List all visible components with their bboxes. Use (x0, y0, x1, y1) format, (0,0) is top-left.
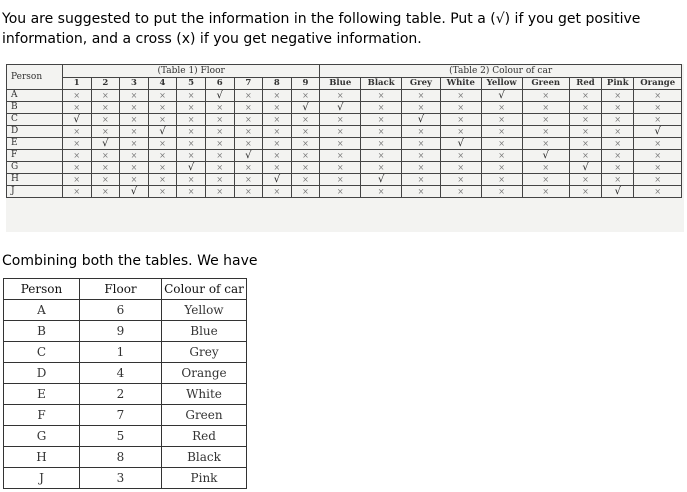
result-cell: J (4, 468, 80, 489)
grid-row (7, 126, 682, 138)
cross-mark: × (291, 162, 320, 174)
result-cell: 9 (80, 321, 162, 342)
grid-person-cell: C (7, 114, 63, 126)
cross-mark: × (402, 138, 441, 150)
result-cell: 7 (80, 405, 162, 426)
cross-mark: × (320, 150, 361, 162)
cross-mark: × (263, 138, 292, 150)
cross-mark: × (440, 126, 481, 138)
grid-floor-header: 7 (234, 78, 263, 90)
cross-mark: × (148, 186, 177, 198)
result-header-cell: Colour of car (162, 279, 247, 300)
cross-mark: × (205, 174, 234, 186)
tick-mark: √ (481, 90, 522, 102)
result-cell: C (4, 342, 80, 363)
cross-mark: × (361, 186, 402, 198)
cross-mark: × (234, 90, 263, 102)
grid-row (7, 186, 682, 198)
grid-row (7, 150, 682, 162)
cross-mark: × (62, 102, 91, 114)
cross-mark: × (481, 174, 522, 186)
cross-mark: × (402, 102, 441, 114)
cross-mark: × (120, 174, 149, 186)
cross-mark: × (320, 90, 361, 102)
grid-floor-header: 3 (120, 78, 149, 90)
grid-row (7, 102, 682, 114)
result-row (4, 342, 247, 363)
result-cell: H (4, 447, 80, 468)
grid-person-cell: E (7, 138, 63, 150)
tick-mark: √ (522, 150, 569, 162)
cross-mark: × (320, 114, 361, 126)
cross-mark: × (634, 138, 682, 150)
cross-mark: × (148, 102, 177, 114)
tick-mark: √ (62, 114, 91, 126)
cross-mark: × (602, 174, 634, 186)
cross-mark: × (602, 102, 634, 114)
result-cell: Orange (162, 363, 247, 384)
cross-mark: × (120, 138, 149, 150)
cross-mark: × (263, 114, 292, 126)
cross-mark: × (291, 90, 320, 102)
cross-mark: × (361, 102, 402, 114)
result-row (4, 300, 247, 321)
cross-mark: × (634, 162, 682, 174)
cross-mark: × (569, 186, 601, 198)
cross-mark: × (205, 186, 234, 198)
cross-mark: × (120, 162, 149, 174)
tick-mark: √ (234, 150, 263, 162)
result-row (4, 447, 247, 468)
result-cell: 1 (80, 342, 162, 363)
grid-floor-header: 9 (291, 78, 320, 90)
grid-colour-header: Yellow (481, 78, 522, 90)
cross-mark: × (120, 114, 149, 126)
grid-floor-title: (Table 1) Floor (62, 65, 319, 78)
cross-mark: × (402, 174, 441, 186)
cross-mark: × (291, 126, 320, 138)
cross-mark: × (91, 114, 120, 126)
grid-person-cell: F (7, 150, 63, 162)
cross-mark: × (205, 102, 234, 114)
result-cell: G (4, 426, 80, 447)
result-cell: D (4, 363, 80, 384)
cross-mark: × (634, 102, 682, 114)
cross-mark: × (522, 138, 569, 150)
cross-mark: × (602, 150, 634, 162)
result-cell: Yellow (162, 300, 247, 321)
cross-mark: × (440, 162, 481, 174)
cross-mark: × (177, 102, 206, 114)
result-row (4, 363, 247, 384)
cross-mark: × (234, 174, 263, 186)
cross-mark: × (291, 186, 320, 198)
result-cell: A (4, 300, 80, 321)
cross-mark: × (263, 126, 292, 138)
cross-mark: × (522, 162, 569, 174)
cross-mark: × (91, 150, 120, 162)
result-cell: Black (162, 447, 247, 468)
cross-mark: × (263, 186, 292, 198)
result-row (4, 384, 247, 405)
cross-mark: × (440, 102, 481, 114)
cross-mark: × (602, 90, 634, 102)
cross-mark: × (291, 174, 320, 186)
grid-colour-header: Blue (320, 78, 361, 90)
cross-mark: × (402, 126, 441, 138)
cross-mark: × (602, 126, 634, 138)
grid-row (7, 90, 682, 102)
result-cell: Blue (162, 321, 247, 342)
grid-person-cell: G (7, 162, 63, 174)
result-cell: 6 (80, 300, 162, 321)
tick-mark: √ (120, 186, 149, 198)
cross-mark: × (569, 90, 601, 102)
result-cell: Grey (162, 342, 247, 363)
cross-mark: × (634, 90, 682, 102)
cross-mark: × (481, 186, 522, 198)
cross-mark: × (569, 102, 601, 114)
cross-mark: × (569, 126, 601, 138)
cross-mark: × (62, 174, 91, 186)
tick-mark: √ (291, 102, 320, 114)
grid-subheader-row (7, 78, 682, 90)
cross-mark: × (91, 126, 120, 138)
cross-mark: × (205, 150, 234, 162)
cross-mark: × (205, 126, 234, 138)
tick-mark: √ (320, 102, 361, 114)
cross-mark: × (481, 102, 522, 114)
cross-mark: × (148, 138, 177, 150)
tick-mark: √ (602, 186, 634, 198)
grid-floor-header: 2 (91, 78, 120, 90)
grid-colour-header: Black (361, 78, 402, 90)
cross-mark: × (205, 162, 234, 174)
cross-mark: × (569, 150, 601, 162)
cross-mark: × (62, 186, 91, 198)
tick-mark: √ (402, 114, 441, 126)
tick-mark: √ (440, 138, 481, 150)
result-cell: Green (162, 405, 247, 426)
cross-mark: × (91, 186, 120, 198)
cross-mark: × (481, 162, 522, 174)
cross-mark: × (569, 174, 601, 186)
cross-mark: × (62, 138, 91, 150)
tick-mark: √ (634, 126, 682, 138)
cross-mark: × (440, 90, 481, 102)
cross-mark: × (91, 102, 120, 114)
cross-mark: × (234, 102, 263, 114)
result-cell: 5 (80, 426, 162, 447)
grid-person-cell: B (7, 102, 63, 114)
cross-mark: × (91, 174, 120, 186)
cross-mark: × (522, 102, 569, 114)
cross-mark: × (148, 162, 177, 174)
result-cell: B (4, 321, 80, 342)
cross-mark: × (569, 114, 601, 126)
cross-mark: × (177, 114, 206, 126)
cross-mark: × (291, 114, 320, 126)
grid-colour-title: (Table 2) Colour of car (320, 65, 682, 78)
cross-mark: × (320, 174, 361, 186)
result-cell: 3 (80, 468, 162, 489)
instructions-text: You are suggested to put the information in the following table. Put a (√) if you get positive information, and a cross (x) if you get negative information. (2, 11, 641, 47)
cross-mark: × (91, 162, 120, 174)
grid-floor-header: 5 (177, 78, 206, 90)
cross-mark: × (177, 174, 206, 186)
floor-colour-grid (6, 64, 682, 198)
grid-person-cell: H (7, 174, 63, 186)
cross-mark: × (361, 126, 402, 138)
grid-row (7, 174, 682, 186)
tick-mark: √ (177, 162, 206, 174)
tick-mark: √ (569, 162, 601, 174)
cross-mark: × (177, 150, 206, 162)
grid-colour-header: Grey (402, 78, 441, 90)
cross-mark: × (634, 114, 682, 126)
result-cell: White (162, 384, 247, 405)
grid-row (7, 114, 682, 126)
cross-mark: × (62, 150, 91, 162)
cross-mark: × (320, 126, 361, 138)
cross-mark: × (263, 162, 292, 174)
result-cell: 8 (80, 447, 162, 468)
cross-mark: × (602, 138, 634, 150)
cross-mark: × (522, 186, 569, 198)
grid-floor-header: 6 (205, 78, 234, 90)
cross-mark: × (120, 102, 149, 114)
cross-mark: × (440, 174, 481, 186)
cross-mark: × (263, 102, 292, 114)
cross-mark: × (481, 114, 522, 126)
cross-mark: × (602, 114, 634, 126)
cross-mark: × (440, 114, 481, 126)
grid-row (7, 162, 682, 174)
cross-mark: × (361, 90, 402, 102)
cross-mark: × (634, 174, 682, 186)
cross-mark: × (91, 90, 120, 102)
cross-mark: × (602, 162, 634, 174)
cross-mark: × (62, 126, 91, 138)
cross-mark: × (263, 90, 292, 102)
cross-mark: × (634, 186, 682, 198)
cross-mark: × (62, 162, 91, 174)
tick-mark: √ (361, 174, 402, 186)
result-cell: Red (162, 426, 247, 447)
result-row (4, 405, 247, 426)
cross-mark: × (120, 150, 149, 162)
cross-mark: × (205, 114, 234, 126)
grid-floor-header: 8 (263, 78, 292, 90)
cross-mark: × (148, 150, 177, 162)
cross-mark: × (234, 114, 263, 126)
cross-mark: × (120, 90, 149, 102)
result-cell: F (4, 405, 80, 426)
grid-colour-header: Orange (634, 78, 682, 90)
grid-colour-header: Pink (602, 78, 634, 90)
grid-person-cell: J (7, 186, 63, 198)
cross-mark: × (320, 186, 361, 198)
cross-mark: × (148, 114, 177, 126)
result-cell: Pink (162, 468, 247, 489)
cross-mark: × (62, 90, 91, 102)
grid-row (7, 138, 682, 150)
grid-floor-header: 1 (62, 78, 91, 90)
cross-mark: × (234, 162, 263, 174)
cross-mark: × (291, 138, 320, 150)
cross-mark: × (481, 138, 522, 150)
tick-mark: √ (205, 90, 234, 102)
cross-mark: × (361, 114, 402, 126)
cross-mark: × (440, 186, 481, 198)
cross-mark: × (569, 138, 601, 150)
cross-mark: × (320, 162, 361, 174)
cross-mark: × (361, 150, 402, 162)
result-row (4, 468, 247, 489)
cross-mark: × (148, 90, 177, 102)
cross-mark: × (402, 90, 441, 102)
cross-mark: × (148, 174, 177, 186)
cross-mark: × (402, 150, 441, 162)
floor-colour-grid-image (6, 64, 684, 232)
cross-mark: × (522, 114, 569, 126)
cross-mark: × (120, 126, 149, 138)
result-row (4, 321, 247, 342)
cross-mark: × (522, 90, 569, 102)
cross-mark: × (177, 90, 206, 102)
grid-group-header-row (7, 65, 682, 78)
result-cell: 2 (80, 384, 162, 405)
result-header-cell: Floor (80, 279, 162, 300)
grid-person-cell: D (7, 126, 63, 138)
tick-mark: √ (263, 174, 292, 186)
result-row (4, 426, 247, 447)
cross-mark: × (291, 150, 320, 162)
cross-mark: × (177, 138, 206, 150)
result-cell: 4 (80, 363, 162, 384)
grid-floor-header: 4 (148, 78, 177, 90)
cross-mark: × (177, 186, 206, 198)
cross-mark: × (440, 150, 481, 162)
cross-mark: × (634, 150, 682, 162)
result-cell: E (4, 384, 80, 405)
tick-mark: √ (91, 138, 120, 150)
cross-mark: × (234, 138, 263, 150)
cross-mark: × (234, 126, 263, 138)
cross-mark: × (320, 138, 361, 150)
cross-mark: × (177, 126, 206, 138)
grid-colour-header: White (440, 78, 481, 90)
cross-mark: × (361, 162, 402, 174)
cross-mark: × (361, 138, 402, 150)
cross-mark: × (205, 138, 234, 150)
result-table (3, 278, 247, 489)
cross-mark: × (481, 126, 522, 138)
grid-person-cell: A (7, 90, 63, 102)
cross-mark: × (522, 126, 569, 138)
cross-mark: × (402, 186, 441, 198)
cross-mark: × (263, 150, 292, 162)
cross-mark: × (522, 174, 569, 186)
cross-mark: × (481, 150, 522, 162)
result-header-row (4, 279, 247, 300)
cross-mark: × (234, 186, 263, 198)
grid-person-header: Person (7, 65, 63, 90)
cross-mark: × (402, 162, 441, 174)
result-header-cell: Person (4, 279, 80, 300)
tick-mark: √ (148, 126, 177, 138)
combine-text: Combining both the tables. We have (2, 253, 258, 269)
grid-colour-header: Green (522, 78, 569, 90)
grid-colour-header: Red (569, 78, 601, 90)
